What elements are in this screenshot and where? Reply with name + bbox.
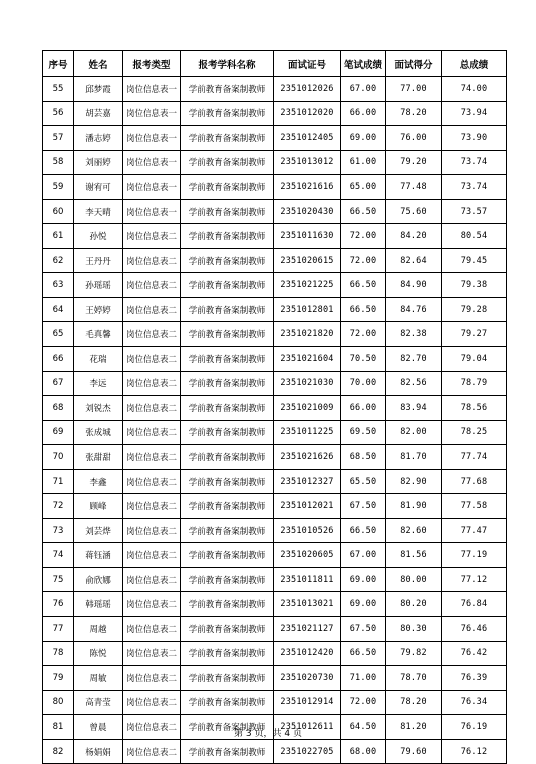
cell-type: 岗位信息表二 [123, 297, 181, 322]
cell-name: 花瑞 [74, 347, 123, 372]
table-row [43, 617, 507, 642]
cell-subject: 学前教育备案制教师 [181, 77, 274, 102]
header-subject: 报考学科名称 [181, 51, 274, 77]
header-written-score: 笔试成绩 [341, 51, 386, 77]
cell-interview-score: 80.20 [386, 592, 442, 617]
cell-interview-score: 77.00 [386, 77, 442, 102]
cell-subject: 学前教育备案制教师 [181, 199, 274, 224]
cell-interview-score: 76.00 [386, 126, 442, 151]
cell-index: 57 [43, 126, 74, 151]
cell-written-score: 67.50 [341, 494, 386, 519]
cell-name: 张甜甜 [74, 445, 123, 470]
cell-type: 岗位信息表二 [123, 420, 181, 445]
cell-total-score: 78.56 [442, 396, 507, 421]
cell-exam-id: 2351013021 [274, 592, 341, 617]
cell-type: 岗位信息表二 [123, 592, 181, 617]
table-row [43, 739, 507, 764]
cell-type: 岗位信息表一 [123, 175, 181, 200]
table-row [43, 101, 507, 126]
cell-written-score: 72.00 [341, 322, 386, 347]
cell-total-score: 77.68 [442, 469, 507, 494]
cell-exam-id: 2351011225 [274, 420, 341, 445]
cell-index: 71 [43, 469, 74, 494]
cell-type: 岗位信息表二 [123, 641, 181, 666]
table-row [43, 690, 507, 715]
cell-exam-id: 2351012021 [274, 494, 341, 519]
cell-total-score: 73.90 [442, 126, 507, 151]
table-row [43, 592, 507, 617]
cell-type: 岗位信息表二 [123, 690, 181, 715]
cell-interview-score: 82.56 [386, 371, 442, 396]
table-row [43, 199, 507, 224]
cell-written-score: 66.00 [341, 396, 386, 421]
cell-total-score: 76.46 [442, 617, 507, 642]
cell-type: 岗位信息表二 [123, 518, 181, 543]
cell-index: 69 [43, 420, 74, 445]
cell-written-score: 66.50 [341, 273, 386, 298]
cell-written-score: 72.00 [341, 690, 386, 715]
cell-index: 63 [43, 273, 74, 298]
cell-written-score: 64.50 [341, 715, 386, 740]
cell-total-score: 77.47 [442, 518, 507, 543]
page-footer: 第 3 页，共 4 页 [234, 729, 302, 739]
cell-subject: 学前教育备案制教师 [181, 101, 274, 126]
cell-exam-id: 2351010526 [274, 518, 341, 543]
cell-name: 蒋钰涵 [74, 543, 123, 568]
cell-exam-id: 2351020430 [274, 199, 341, 224]
cell-total-score: 80.54 [442, 224, 507, 249]
cell-exam-id: 2351022705 [274, 739, 341, 764]
cell-name: 陈悦 [74, 641, 123, 666]
cell-name: 毛真馨 [74, 322, 123, 347]
cell-written-score: 72.00 [341, 224, 386, 249]
cell-index: 68 [43, 396, 74, 421]
cell-interview-score: 81.70 [386, 445, 442, 470]
cell-interview-score: 79.60 [386, 739, 442, 764]
cell-written-score: 72.00 [341, 248, 386, 273]
cell-subject: 学前教育备案制教师 [181, 371, 274, 396]
cell-exam-id: 2351020605 [274, 543, 341, 568]
cell-subject: 学前教育备案制教师 [181, 150, 274, 175]
cell-index: 55 [43, 77, 74, 102]
cell-exam-id: 2351012020 [274, 101, 341, 126]
cell-index: 81 [43, 715, 74, 740]
cell-subject: 学前教育备案制教师 [181, 224, 274, 249]
cell-type: 岗位信息表一 [123, 126, 181, 151]
cell-interview-score: 80.00 [386, 567, 442, 592]
cell-name: 刘丽婷 [74, 150, 123, 175]
table-row [43, 666, 507, 691]
cell-total-score: 78.79 [442, 371, 507, 396]
cell-type: 岗位信息表二 [123, 666, 181, 691]
cell-written-score: 69.50 [341, 420, 386, 445]
cell-written-score: 69.00 [341, 567, 386, 592]
cell-exam-id: 2351012327 [274, 469, 341, 494]
cell-name: 杨娟娟 [74, 739, 123, 764]
cell-subject: 学前教育备案制教师 [181, 248, 274, 273]
cell-type: 岗位信息表二 [123, 617, 181, 642]
cell-interview-score: 79.82 [386, 641, 442, 666]
cell-written-score: 70.00 [341, 371, 386, 396]
cell-total-score: 73.57 [442, 199, 507, 224]
cell-index: 75 [43, 567, 74, 592]
cell-type: 岗位信息表二 [123, 715, 181, 740]
table-row [43, 641, 507, 666]
cell-exam-id: 2351012914 [274, 690, 341, 715]
table-row [43, 396, 507, 421]
table-row [43, 297, 507, 322]
cell-index: 79 [43, 666, 74, 691]
cell-total-score: 79.28 [442, 297, 507, 322]
cell-type: 岗位信息表一 [123, 101, 181, 126]
cell-interview-score: 82.64 [386, 248, 442, 273]
cell-total-score: 79.45 [442, 248, 507, 273]
cell-name: 孙悦 [74, 224, 123, 249]
cell-total-score: 73.94 [442, 101, 507, 126]
cell-subject: 学前教育备案制教师 [181, 469, 274, 494]
cell-total-score: 78.25 [442, 420, 507, 445]
cell-written-score: 66.50 [341, 641, 386, 666]
cell-name: 俞欣娜 [74, 567, 123, 592]
cell-exam-id: 2351021616 [274, 175, 341, 200]
cell-subject: 学前教育备案制教师 [181, 494, 274, 519]
cell-subject: 学前教育备案制教师 [181, 445, 274, 470]
header-exam-id: 面试证号 [274, 51, 341, 77]
table-row [43, 248, 507, 273]
cell-interview-score: 80.30 [386, 617, 442, 642]
cell-name: 谢宥可 [74, 175, 123, 200]
cell-written-score: 67.00 [341, 543, 386, 568]
cell-name: 韩瑶瑶 [74, 592, 123, 617]
cell-total-score: 76.39 [442, 666, 507, 691]
cell-name: 刘芸烨 [74, 518, 123, 543]
cell-index: 72 [43, 494, 74, 519]
cell-written-score: 71.00 [341, 666, 386, 691]
cell-subject: 学前教育备案制教师 [181, 518, 274, 543]
cell-written-score: 66.00 [341, 101, 386, 126]
cell-exam-id: 2351021626 [274, 445, 341, 470]
cell-written-score: 66.50 [341, 297, 386, 322]
cell-type: 岗位信息表二 [123, 273, 181, 298]
table-row [43, 567, 507, 592]
cell-name: 李天晴 [74, 199, 123, 224]
cell-subject: 学前教育备案制教师 [181, 666, 274, 691]
cell-index: 78 [43, 641, 74, 666]
cell-exam-id: 2351021127 [274, 617, 341, 642]
cell-exam-id: 2351020730 [274, 666, 341, 691]
cell-index: 56 [43, 101, 74, 126]
table-row [43, 77, 507, 102]
cell-exam-id: 2351021604 [274, 347, 341, 372]
cell-interview-score: 83.94 [386, 396, 442, 421]
cell-written-score: 66.50 [341, 199, 386, 224]
cell-name: 张成城 [74, 420, 123, 445]
cell-total-score: 77.19 [442, 543, 507, 568]
table-row [43, 518, 507, 543]
cell-interview-score: 82.90 [386, 469, 442, 494]
cell-total-score: 79.38 [442, 273, 507, 298]
cell-index: 58 [43, 150, 74, 175]
cell-subject: 学前教育备案制教师 [181, 347, 274, 372]
table-row [43, 126, 507, 151]
cell-type: 岗位信息表二 [123, 224, 181, 249]
cell-subject: 学前教育备案制教师 [181, 126, 274, 151]
cell-name: 李鑫 [74, 469, 123, 494]
header-type: 报考类型 [123, 51, 181, 77]
cell-total-score: 76.34 [442, 690, 507, 715]
cell-type: 岗位信息表二 [123, 567, 181, 592]
cell-total-score: 79.04 [442, 347, 507, 372]
cell-exam-id: 2351012611 [274, 715, 341, 740]
table-row [43, 322, 507, 347]
cell-type: 岗位信息表二 [123, 347, 181, 372]
table-row [43, 150, 507, 175]
cell-index: 73 [43, 518, 74, 543]
cell-index: 82 [43, 739, 74, 764]
cell-written-score: 68.00 [341, 739, 386, 764]
cell-exam-id: 2351011630 [274, 224, 341, 249]
cell-name: 刘锐杰 [74, 396, 123, 421]
cell-index: 66 [43, 347, 74, 372]
cell-index: 65 [43, 322, 74, 347]
cell-written-score: 69.00 [341, 126, 386, 151]
cell-subject: 学前教育备案制教师 [181, 567, 274, 592]
cell-interview-score: 82.70 [386, 347, 442, 372]
cell-interview-score: 78.20 [386, 101, 442, 126]
cell-type: 岗位信息表一 [123, 199, 181, 224]
cell-subject: 学前教育备案制教师 [181, 273, 274, 298]
cell-name: 周越 [74, 617, 123, 642]
cell-interview-score: 84.76 [386, 297, 442, 322]
cell-interview-score: 82.00 [386, 420, 442, 445]
cell-interview-score: 84.90 [386, 273, 442, 298]
cell-name: 潘志婷 [74, 126, 123, 151]
cell-exam-id: 2351012405 [274, 126, 341, 151]
table-row [43, 347, 507, 372]
cell-written-score: 67.50 [341, 617, 386, 642]
cell-interview-score: 78.20 [386, 690, 442, 715]
cell-subject: 学前教育备案制教师 [181, 175, 274, 200]
cell-type: 岗位信息表二 [123, 248, 181, 273]
cell-subject: 学前教育备案制教师 [181, 641, 274, 666]
cell-exam-id: 2351020615 [274, 248, 341, 273]
cell-type: 岗位信息表一 [123, 77, 181, 102]
cell-type: 岗位信息表二 [123, 494, 181, 519]
cell-written-score: 67.00 [341, 77, 386, 102]
cell-type: 岗位信息表二 [123, 445, 181, 470]
cell-interview-score: 82.60 [386, 518, 442, 543]
cell-total-score: 79.27 [442, 322, 507, 347]
cell-total-score: 73.74 [442, 150, 507, 175]
cell-exam-id: 2351021009 [274, 396, 341, 421]
cell-total-score: 73.74 [442, 175, 507, 200]
cell-exam-id: 2351012026 [274, 77, 341, 102]
cell-interview-score: 81.56 [386, 543, 442, 568]
table-row [43, 273, 507, 298]
cell-name: 王丹丹 [74, 248, 123, 273]
cell-written-score: 70.50 [341, 347, 386, 372]
cell-index: 62 [43, 248, 74, 273]
header-row [43, 51, 507, 77]
cell-name: 顾峰 [74, 494, 123, 519]
cell-index: 64 [43, 297, 74, 322]
cell-total-score: 77.12 [442, 567, 507, 592]
table-row [43, 494, 507, 519]
cell-written-score: 65.50 [341, 469, 386, 494]
table-row [43, 445, 507, 470]
cell-interview-score: 79.20 [386, 150, 442, 175]
cell-index: 77 [43, 617, 74, 642]
header-index: 序号 [43, 51, 74, 77]
cell-total-score: 77.58 [442, 494, 507, 519]
table-row [43, 175, 507, 200]
cell-index: 74 [43, 543, 74, 568]
header-total-score: 总成绩 [442, 51, 507, 77]
cell-index: 60 [43, 199, 74, 224]
cell-total-score: 74.00 [442, 77, 507, 102]
cell-type: 岗位信息表二 [123, 543, 181, 568]
cell-type: 岗位信息表二 [123, 469, 181, 494]
cell-interview-score: 75.60 [386, 199, 442, 224]
table-row [43, 371, 507, 396]
cell-type: 岗位信息表二 [123, 739, 181, 764]
cell-subject: 学前教育备案制教师 [181, 690, 274, 715]
cell-name: 曾晨 [74, 715, 123, 740]
cell-exam-id: 2351012801 [274, 297, 341, 322]
cell-written-score: 65.00 [341, 175, 386, 200]
cell-interview-score: 81.90 [386, 494, 442, 519]
cell-total-score: 76.12 [442, 739, 507, 764]
cell-subject: 学前教育备案制教师 [181, 396, 274, 421]
cell-exam-id: 2351013012 [274, 150, 341, 175]
cell-exam-id: 2351021820 [274, 322, 341, 347]
cell-name: 孙瑶瑶 [74, 273, 123, 298]
cell-interview-score: 84.20 [386, 224, 442, 249]
header-interview-score: 面试得分 [386, 51, 442, 77]
table-row [43, 224, 507, 249]
cell-subject: 学前教育备案制教师 [181, 543, 274, 568]
table-row [43, 543, 507, 568]
cell-written-score: 66.50 [341, 518, 386, 543]
cell-index: 76 [43, 592, 74, 617]
cell-name: 胡芸嘉 [74, 101, 123, 126]
cell-name: 李远 [74, 371, 123, 396]
table-row [43, 469, 507, 494]
cell-exam-id: 2351011811 [274, 567, 341, 592]
cell-written-score: 69.00 [341, 592, 386, 617]
cell-interview-score: 82.38 [386, 322, 442, 347]
cell-subject: 学前教育备案制教师 [181, 420, 274, 445]
cell-total-score: 76.84 [442, 592, 507, 617]
cell-type: 岗位信息表二 [123, 371, 181, 396]
cell-index: 70 [43, 445, 74, 470]
cell-exam-id: 2351012420 [274, 641, 341, 666]
cell-subject: 学前教育备案制教师 [181, 322, 274, 347]
cell-interview-score: 81.20 [386, 715, 442, 740]
cell-name: 周敏 [74, 666, 123, 691]
cell-exam-id: 2351021030 [274, 371, 341, 396]
cell-subject: 学前教育备案制教师 [181, 715, 274, 740]
cell-subject: 学前教育备案制教师 [181, 592, 274, 617]
cell-name: 邱梦霞 [74, 77, 123, 102]
cell-exam-id: 2351021225 [274, 273, 341, 298]
cell-type: 岗位信息表二 [123, 396, 181, 421]
cell-interview-score: 77.48 [386, 175, 442, 200]
cell-index: 80 [43, 690, 74, 715]
cell-subject: 学前教育备案制教师 [181, 297, 274, 322]
cell-interview-score: 78.70 [386, 666, 442, 691]
cell-index: 67 [43, 371, 74, 396]
cell-written-score: 61.00 [341, 150, 386, 175]
cell-total-score: 76.42 [442, 641, 507, 666]
cell-name: 高青莹 [74, 690, 123, 715]
score-table [42, 50, 507, 764]
cell-subject: 学前教育备案制教师 [181, 617, 274, 642]
cell-index: 61 [43, 224, 74, 249]
cell-name: 王婷婷 [74, 297, 123, 322]
cell-type: 岗位信息表一 [123, 150, 181, 175]
cell-type: 岗位信息表二 [123, 322, 181, 347]
table-row [43, 420, 507, 445]
cell-written-score: 68.50 [341, 445, 386, 470]
cell-total-score: 77.74 [442, 445, 507, 470]
cell-index: 59 [43, 175, 74, 200]
cell-total-score: 76.19 [442, 715, 507, 740]
cell-subject: 学前教育备案制教师 [181, 739, 274, 764]
header-name: 姓名 [74, 51, 123, 77]
